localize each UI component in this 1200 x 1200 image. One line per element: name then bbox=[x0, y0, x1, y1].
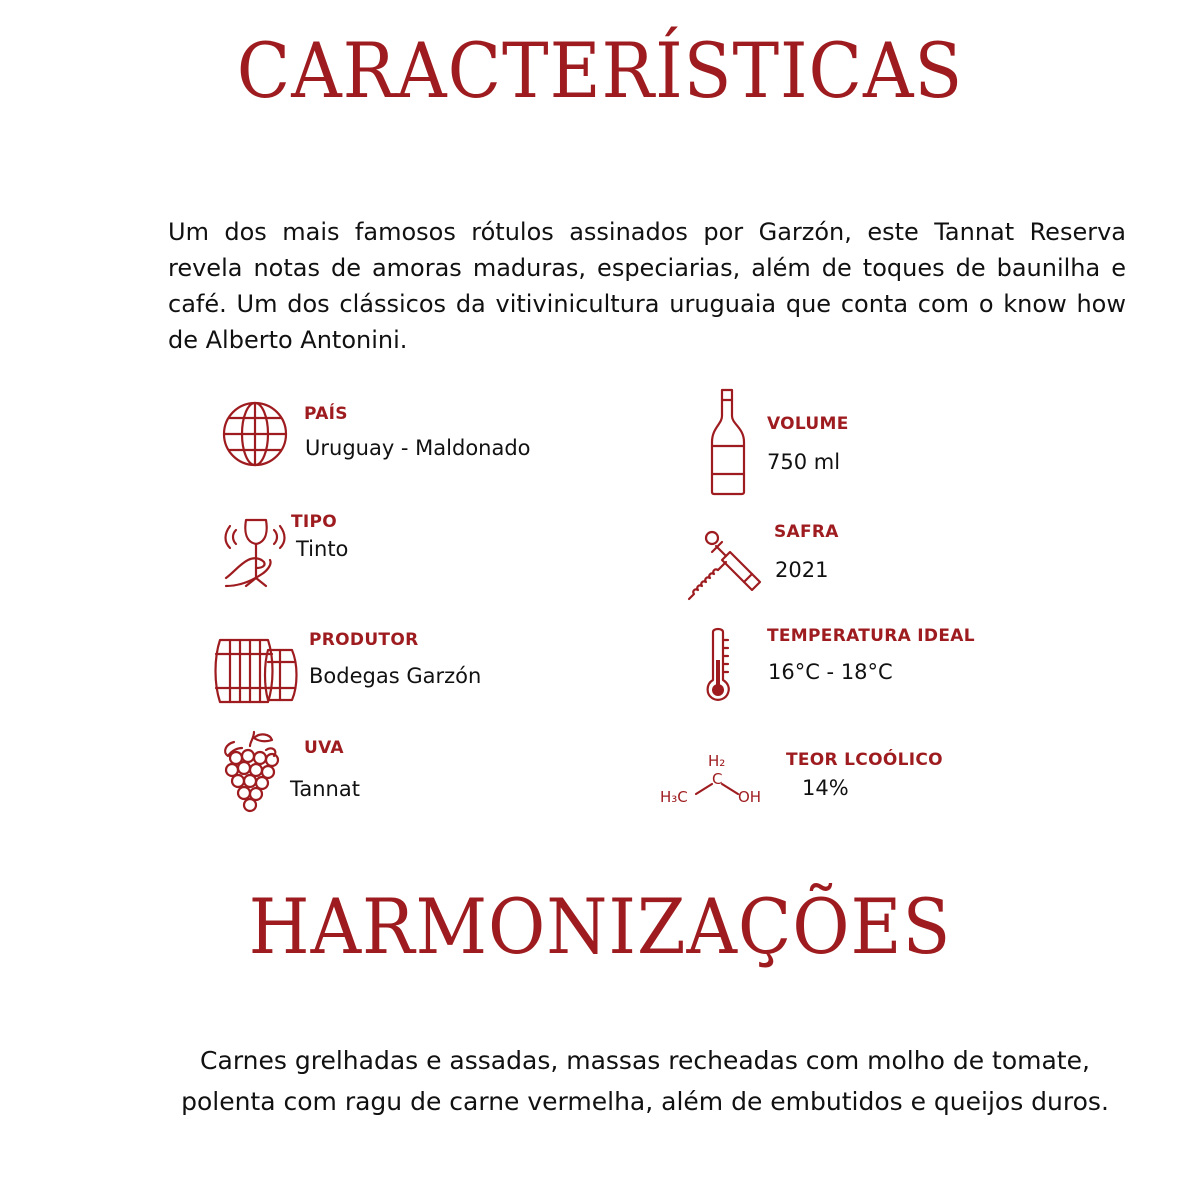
wine-description: Um dos mais famosos rótulos assinados por Garzón, este Tannat Reserva revela notas de amoras maduras, especiarias, além de toques de baunilha e café. Um dos clássicos da vitivinicultura uruguaia que conta com o know how de Alberto Antonini. bbox=[168, 218, 1126, 354]
attribute-value: 16°C - 18°C bbox=[768, 660, 893, 684]
attribute-label: UVA bbox=[304, 738, 344, 758]
ethanol-formula-icon bbox=[660, 750, 770, 810]
attribute-label: TIPO bbox=[291, 512, 338, 532]
characteristics-title: CARACTERÍSTICAS bbox=[236, 26, 964, 115]
formula-oh: OH bbox=[738, 788, 762, 806]
pairings-text: Carnes grelhadas e assadas, massas recheadas com molho de tomate, polenta com ragu de carne vermelha, além de embutidos e queijos duros. bbox=[181, 1046, 1109, 1116]
attribute-label: TEOR LCOÓLICO bbox=[786, 750, 943, 770]
wine-glass-hand-icon bbox=[222, 516, 288, 592]
formula-c: C bbox=[712, 770, 723, 788]
attribute-label: PRODUTOR bbox=[309, 630, 419, 650]
thermometer-icon bbox=[704, 626, 734, 704]
formula-h2: H₂ bbox=[708, 752, 726, 770]
globe-icon bbox=[220, 400, 290, 470]
corkscrew-icon bbox=[686, 522, 770, 606]
pairings-title: HARMONIZAÇÕES bbox=[248, 882, 952, 971]
attribute-label: VOLUME bbox=[767, 414, 849, 434]
grapes-icon bbox=[220, 728, 284, 814]
attribute-value: 750 ml bbox=[767, 450, 841, 474]
attribute-value: 2021 bbox=[775, 558, 829, 582]
attribute-value: Tannat bbox=[290, 777, 360, 801]
attribute-label: SAFRA bbox=[774, 522, 839, 542]
attribute-value: Uruguay - Maldonado bbox=[305, 436, 531, 460]
barrels-icon bbox=[214, 636, 300, 708]
attribute-value: 14% bbox=[802, 776, 849, 800]
formula-h3c: H₃C bbox=[660, 788, 688, 806]
attribute-label: TEMPERATURA IDEAL bbox=[767, 626, 975, 646]
attribute-value: Bodegas Garzón bbox=[309, 664, 482, 688]
attribute-label: PAÍS bbox=[304, 404, 348, 424]
bottle-icon bbox=[708, 388, 748, 498]
attribute-value: Tinto bbox=[296, 537, 349, 561]
